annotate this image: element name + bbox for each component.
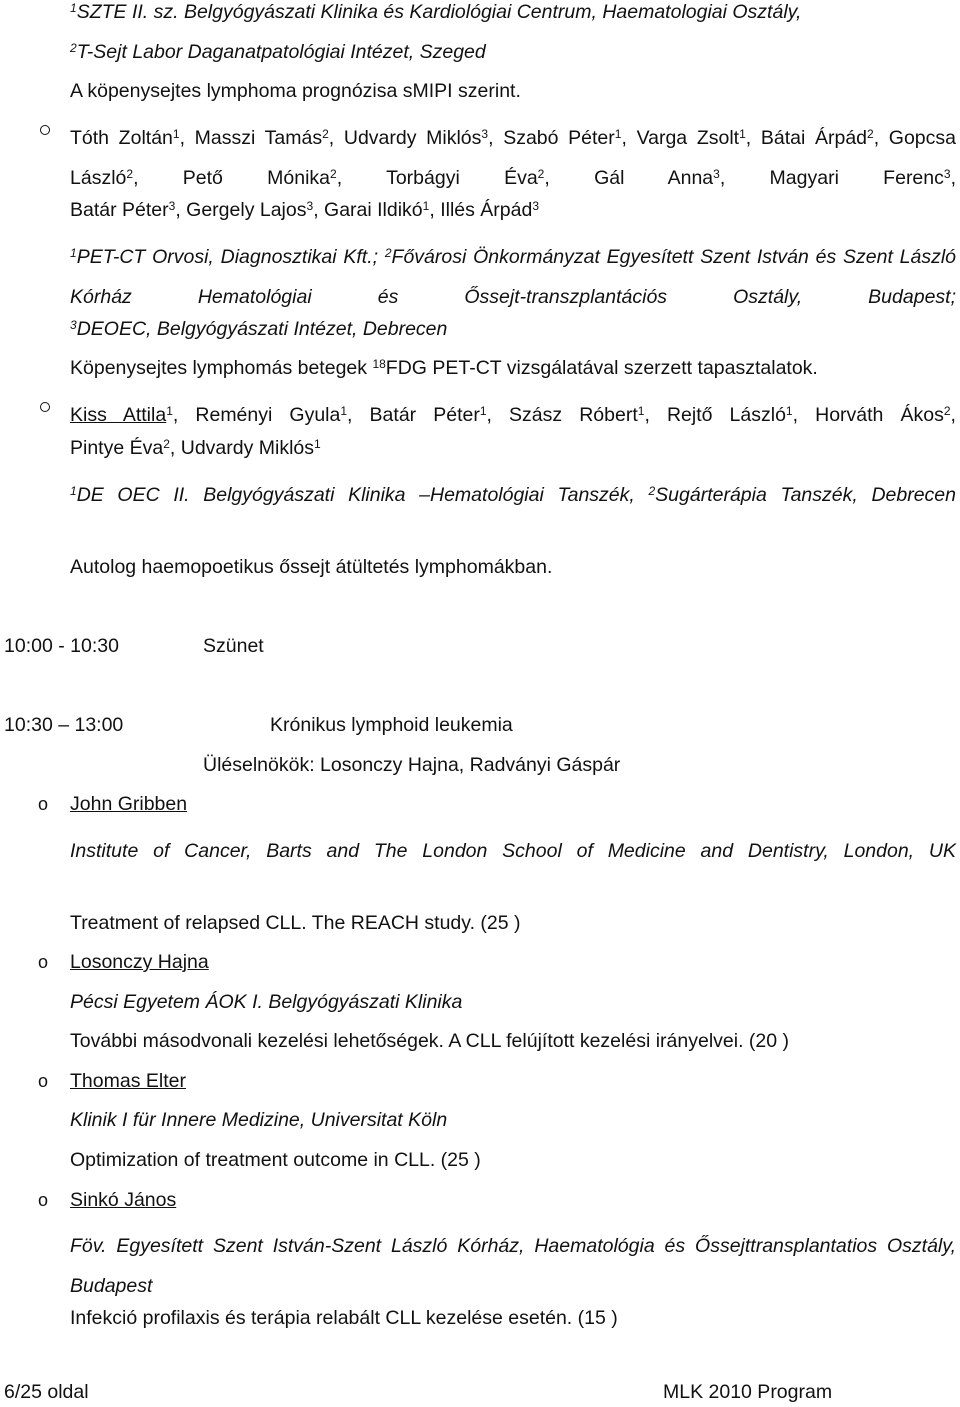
- session-title: Krónikus lymphoid leukemia: [270, 714, 513, 736]
- speaker-name: Thomas Elter: [70, 1070, 186, 1092]
- session-time: 10:30 – 13:00: [4, 714, 124, 736]
- author: Batár Péter$^3$: [70, 199, 176, 221]
- speaker-name: John Gribben: [70, 793, 188, 815]
- speaker-affiliation: Pécsi Egyetem ÁOK I. Belgyógyászati Klinika: [70, 991, 463, 1013]
- author: Horváth Ákos$^2$: [815, 404, 951, 426]
- bullet-ring-icon: [40, 125, 50, 135]
- affiliation-kiss: $^1$DE OEC II. Belgyógyászati Klinika –Hematológiai Tanszék, $^2$Sugárterápia Tanszék, Debrecen: [70, 484, 957, 506]
- author: Gergely Lajos$^3$: [186, 199, 314, 221]
- authors-toth: Tóth Zoltán$^1$, Masszi Tamás$^2$, Udvardy Miklós$^3$, Szabó Péter$^1$, Varga Zsolt$^1$, Bátai Árpád$^2$, Gopcsa László$^2$, Pető Mónika$^2$, Torbágyi Éva$^2$, Gál Anna$^3$, Magyari Ferenc$^3$,: [70, 127, 956, 189]
- talk-title: Infekció profilaxis és terápia relabált CLL kezelése esetén. (15 ): [70, 1307, 618, 1329]
- talk-title: Optimization of treatment outcome in CLL. (25 ): [70, 1149, 481, 1171]
- author: Pető Mónika$^2$: [182, 166, 337, 189]
- author: Magyari Ferenc$^3$: [769, 166, 951, 189]
- talk-title-autolog: Autolog haemopoetikus őssejt átültetés lymphomákban.: [70, 556, 553, 578]
- author: Gopcsa László$^2$: [70, 127, 956, 189]
- author: Szabó Péter$^1$: [503, 127, 622, 149]
- list-bullet: o: [38, 794, 49, 814]
- author: Reményi Gyula$^1$: [195, 404, 348, 426]
- author: Varga Zsolt$^1$: [636, 127, 746, 149]
- author: Pintye Éva$^2$: [70, 437, 170, 459]
- speaker-affiliation: Föv. Egyesített Szent István-Szent László Kórház, Haematológia és Őssejttransplantatios Osztály, Budapest: [70, 1235, 956, 1297]
- author: Gál Anna$^3$: [594, 166, 720, 189]
- author: Udvardy Miklós$^1$: [180, 437, 321, 459]
- affiliation-line-2: $^2$T-Sejt Labor Daganatpatológiai Intézet, Szeged: [70, 41, 486, 63]
- author: Torbágyi Éva$^2$: [386, 166, 545, 189]
- authors-toth-line-3: Batár Péter$^3$, Gergely Lajos$^3$, Garai Ildikó$^1$, Illés Árpád$^3$: [70, 199, 540, 221]
- author: Rejtő László$^1$: [666, 404, 793, 426]
- presenting-author: Kiss Attila: [70, 404, 167, 426]
- break-time: 10:00 - 10:30: [4, 635, 119, 657]
- footer-program: MLK 2010 Program: [663, 1381, 833, 1403]
- author: Batár Péter$^1$: [369, 404, 487, 426]
- break-label: Szünet: [203, 635, 264, 657]
- list-bullet: o: [38, 1190, 49, 1210]
- speaker-affiliation: Institute of Cancer, Barts and The London School of Medicine and Dentistry, London, UK: [70, 840, 956, 862]
- author: Szász Róbert$^1$: [509, 404, 645, 426]
- speaker-affiliation: Klinik I für Innere Medizine, Universitat Köln: [70, 1109, 448, 1131]
- page-number: 6/25 oldal: [4, 1381, 89, 1403]
- author: Illés Árpád$^3$: [440, 199, 540, 221]
- list-bullet: o: [38, 1071, 49, 1091]
- session-chairs: Üléselnökök: Losonczy Hajna, Radványi Gáspár: [203, 754, 621, 776]
- affiliation-line-1: $^1$SZTE II. sz. Belgyógyászati Klinika és Kardiológiai Centrum, Haematologiai Osztály,: [70, 1, 802, 23]
- author: Bátai Árpád$^2$: [760, 127, 874, 149]
- talk-title-mantle-cell: A köpenysejtes lymphoma prognózisa sMIPI szerint.: [70, 80, 521, 102]
- authors-kiss: Kiss Attila$^1$, Reményi Gyula$^1$, Batár Péter$^1$, Szász Róbert$^1$, Rejtő László$^1$, Horváth Ákos$^2$,: [70, 404, 956, 426]
- author: Garai Ildikó$^1$: [324, 199, 430, 221]
- author: Tóth Zoltán$^1$: [70, 127, 180, 149]
- list-bullet: o: [38, 952, 49, 972]
- talk-title: Treatment of relapsed CLL. The REACH study. (25 ): [70, 912, 521, 934]
- affiliation-toth: $^1$PET-CT Orvosi, Diagnosztikai Kft.; $^2$Fővárosi Önkormányzat Egyesített Szent István és Szent László Kórház Hematológiai és Őssejt-transzplantációs Osztály, Budapest;: [70, 246, 957, 308]
- speaker-name: Losonczy Hajna: [70, 951, 209, 973]
- authors-kiss-line-2: Pintye Éva$^2$, Udvardy Miklós$^1$: [70, 437, 321, 459]
- talk-title: További másodvonali kezelési lehetőségek. A CLL felújított kezelési irányelvei. (20 ): [70, 1030, 790, 1052]
- author: Masszi Tamás$^2$: [194, 127, 329, 149]
- author: Udvardy Miklós$^3$: [343, 127, 489, 149]
- bullet-ring-icon: [40, 402, 50, 412]
- speaker-name: Sinkó János: [70, 1189, 177, 1211]
- talk-title-petct: Köpenysejtes lymphomás betegek $^{18}$FDG PET-CT vizsgálatával szerzett tapasztalatok.: [70, 357, 818, 379]
- affiliation-toth-3: $^3$DEOEC, Belgyógyászati Intézet, Debrecen: [70, 318, 448, 340]
